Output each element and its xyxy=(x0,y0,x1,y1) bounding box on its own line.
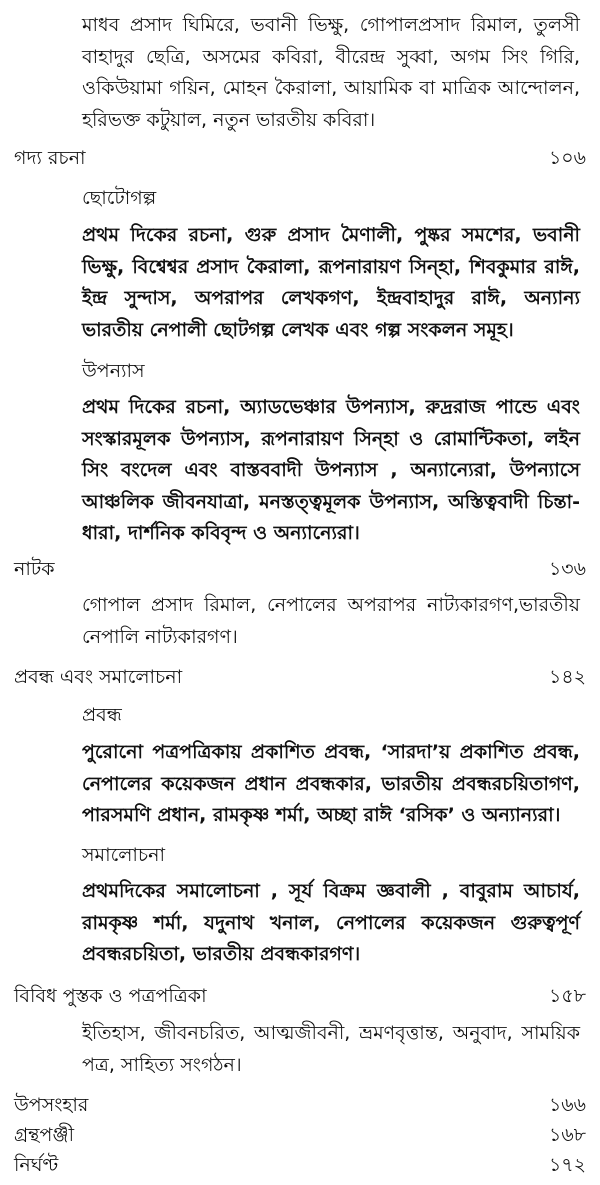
section-text-drama: গোপাল প্রসাদ রিমাল, নেপালের অপরাপর নাট্যকারগণ,ভারতীয় নেপালি নাট্যকারগণ। xyxy=(82,594,580,648)
subsection-text-criticism: প্রথমদিকের সমালোচনা , সূর্য বিক্রম জ্ঞবালী , বাবুরাম আচার্য, রামকৃষ্ণ শর্মা, যদুনাথ খনাল, নেপালের কয়েকজন গুরুত্বপূর্ণ প্রবন্ধরচয়িতা, ভারতীয় প্রবন্ধকারগণ। xyxy=(82,880,580,965)
page-number-bibliography: ১৬৮ xyxy=(548,1124,586,1146)
page-number-drama: ১৩৬ xyxy=(548,558,586,580)
subsection-title-essay: প্রবন্ধ xyxy=(82,704,122,726)
page-number-misc: ১৫৮ xyxy=(549,985,586,1007)
subsection-title-novel: উপন্যাস xyxy=(82,360,145,382)
page-number-conclusion: ১৬৬ xyxy=(548,1094,586,1116)
section-text-misc: ইতিহাস, জীবনচরিত, আত্মজীবনী, ভ্রমণবৃত্তান্ত, অনুবাদ, সাময়িক পত্র, সাহিত্য সংগঠন। xyxy=(82,1022,580,1076)
subsection-text-novel: প্রথম দিকের রচনা, অ্যাডভেঞ্চার উপন্যাস, রুদ্ররাজ পান্ডে এবং সংস্কারমূলক উপন্যাস, রূপনারায়ণ সিন্হা ও রোমান্টিকতা, লইন সিং বংদেল এবং বাস্তববাদী উপন্যাস , অন্যান্যেরা, উপন্যাসে আঞ্চলিক জীবনযাত্রা, মনস্তত্ত্বমূলক উপন্যাস, অস্তিত্ববাদী চিন্তা-ধারা, দার্শনিক কবিবৃন্দ ও অন্যান্যেরা। xyxy=(82,396,580,544)
section-title-drama: নাটক xyxy=(14,558,55,580)
section-title-misc: বিবিধ পুস্তক ও পত্রপত্রিকা xyxy=(14,985,207,1007)
section-title-bibliography: গ্রন্থপঞ্জী xyxy=(14,1124,75,1146)
subsection-text-essay: পুরোনো পত্রপত্রিকায় প্রকাশিত প্রবন্ধ, ‘সারদা’য় প্রকাশিত প্রবন্ধ, নেপালের কয়েকজন প্রধান প্রবন্ধকার, ভারতীয় প্রবন্ধরচয়িতাগণ, পারসমণি প্রধান, রামকৃষ্ণ শর্মা, অচ্ছা রাঈ ‘রসিক’ ও অন্যান্যরা। xyxy=(82,741,580,826)
page-number-essay-criticism: ১৪২ xyxy=(548,666,586,688)
section-title-conclusion: উপসংহার xyxy=(14,1094,89,1116)
page-number-index: ১৭২ xyxy=(548,1154,586,1176)
subsection-title-short-story: ছোটোগল্প xyxy=(82,187,157,209)
section-title-index: নির্ঘণ্ট xyxy=(14,1154,59,1176)
subsection-text-short-story: প্রথম দিকের রচনা, গুরু প্রসাদ মৈণালী, পুষ্কর সমশের, ভবানী ভিক্ষু, বিশ্বেশ্বর প্রসাদ কৈরালা, রূপনারায়ণ সিন্হা, শিবকুমার রাঈ, ইন্দ্র সুন্দাস, অপরাপর লেখকগণ, ইন্দ্রবাহাদুর রাঈ, অন্যান্য ভারতীয় নেপালী ছোটগল্প লেখক এবং গল্প সংকলন সমূহ। xyxy=(82,224,580,341)
continued-paragraph: মাধব প্রসাদ ঘিমিরে, ভবানী ভিক্ষু, গোপালপ্রসাদ রিমাল, তুলসী বাহাদুর ছেত্রি, অসমের কবিরা, বীরেন্দ্র সুব্বা, অগম সিং গিরি, ওকিউয়ামা গয়িন, মোহন কৈরালা, আয়ামিক বা মাত্রিক আন্দোলন, হরিভক্ত কটুয়াল, নতুন ভারতীয় কবিরা। xyxy=(82,14,580,131)
subsection-title-criticism: সমালোচনা xyxy=(82,844,166,866)
page-number-prose: ১০৬ xyxy=(548,147,586,169)
section-title-essay-criticism: প্রবন্ধ এবং সমালোচনা xyxy=(14,666,183,688)
section-title-prose: গদ্য রচনা xyxy=(14,147,86,169)
